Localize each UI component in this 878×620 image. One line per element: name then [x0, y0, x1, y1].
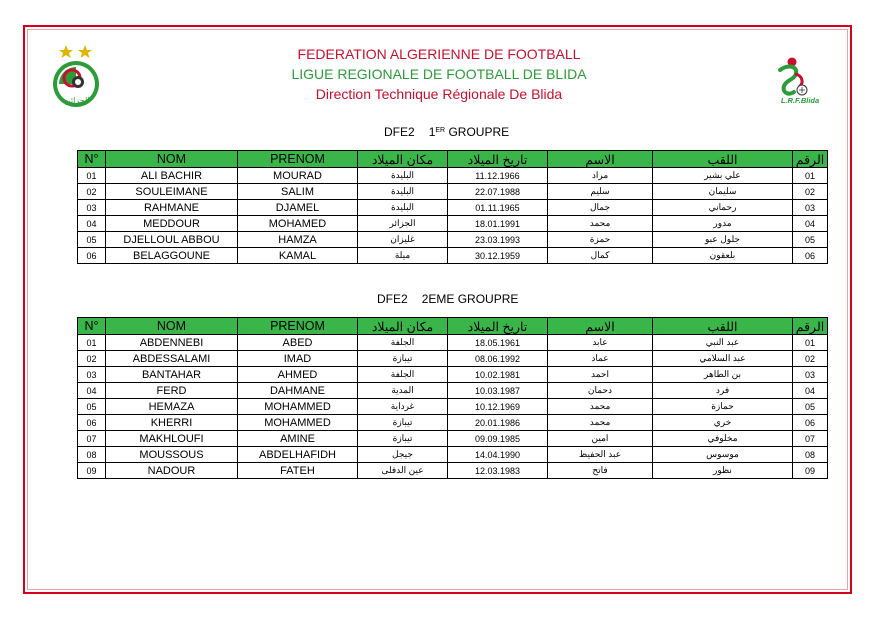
ligue-title: LIGUE REGIONALE DE FOOTBALL DE BLIDA: [291, 66, 587, 82]
group1-table: [77, 150, 828, 264]
cell-prenom: AMINE: [238, 431, 358, 447]
table-row: [78, 184, 828, 200]
cell-nom: HEMAZA: [106, 399, 238, 415]
cell-birthdate: 14.04.1990: [448, 447, 548, 463]
table-row: [78, 335, 828, 351]
cell-nom: BELAGGOUNE: [106, 248, 238, 264]
cell-lastname-ar: مدور: [653, 216, 793, 232]
cell-birthplace-ar: عين الدفلى: [358, 463, 448, 479]
col-header-nom: NOM: [106, 318, 238, 335]
table-header-row: [78, 151, 828, 168]
cell-prenom: MOHAMMED: [238, 399, 358, 415]
cell-birthplace-ar: غليزان: [358, 232, 448, 248]
cell-birthdate: 23.03.1993: [448, 232, 548, 248]
cell-num-ar: 08: [793, 447, 828, 463]
cell-firstname-ar: عماد: [548, 351, 653, 367]
col-header-birthdate-ar: تاريخ الميلاد: [448, 151, 548, 168]
cell-num-ar: 05: [793, 232, 828, 248]
cell-num: 06: [78, 415, 106, 431]
cell-num: 03: [78, 367, 106, 383]
table-row: [78, 367, 828, 383]
cell-lastname-ar: نظور: [653, 463, 793, 479]
cell-num: 05: [78, 232, 106, 248]
group1-title: [384, 125, 509, 139]
table-row: [78, 232, 828, 248]
cell-nom: ABDESSALAMI: [106, 351, 238, 367]
cell-birthdate: 09.09.1985: [448, 431, 548, 447]
cell-nom: KHERRI: [106, 415, 238, 431]
cell-lastname-ar: حمازة: [653, 399, 793, 415]
table-header-row: [78, 318, 828, 335]
cell-num: 03: [78, 200, 106, 216]
table-row: [78, 248, 828, 264]
table-row: [78, 447, 828, 463]
direction-title: Direction Technique Régionale De Blida: [315, 86, 563, 102]
cell-num: 08: [78, 447, 106, 463]
cell-nom: NADOUR: [106, 463, 238, 479]
group2-title-label: 2EME GROUPRE: [421, 292, 519, 306]
cell-num: 04: [78, 383, 106, 399]
col-header-firstname-ar: الاسم: [548, 151, 653, 168]
cell-firstname-ar: كمال: [548, 248, 653, 264]
cell-nom: ABDENNEBI: [106, 335, 238, 351]
cell-prenom: AHMED: [238, 367, 358, 383]
cell-num: 04: [78, 216, 106, 232]
group1-title-code: DFE2: [384, 125, 415, 139]
table-row: [78, 383, 828, 399]
col-header-num: N°: [78, 318, 106, 335]
cell-num-ar: 07: [793, 431, 828, 447]
cell-birthplace-ar: غرداية: [358, 399, 448, 415]
lrf-logo-text: L.R.F.Blida: [780, 96, 820, 105]
cell-prenom: MOHAMMED: [238, 415, 358, 431]
cell-num-ar: 06: [793, 248, 828, 264]
cell-firstname-ar: فاتح: [548, 463, 653, 479]
cell-birthdate: 18.01.1991: [448, 216, 548, 232]
cell-num: 09: [78, 463, 106, 479]
cell-num-ar: 02: [793, 351, 828, 367]
cell-birthdate: 12.03.1983: [448, 463, 548, 479]
federation-title: FEDERATION ALGERIENNE DE FOOTBALL: [297, 46, 581, 62]
cell-birthplace-ar: ميلة: [358, 248, 448, 264]
cell-birthdate: 08.06.1992: [448, 351, 548, 367]
cell-birthdate: 30.12.1959: [448, 248, 548, 264]
cell-birthplace-ar: الجزائر: [358, 216, 448, 232]
cell-birthplace-ar: تيبازة: [358, 415, 448, 431]
faf-logo-text: الجزائر: [66, 96, 90, 105]
cell-num: 06: [78, 248, 106, 264]
cell-lastname-ar: موسوس: [653, 447, 793, 463]
cell-firstname-ar: عبد الحفيظ: [548, 447, 653, 463]
cell-nom: MAKHLOUFI: [106, 431, 238, 447]
table-row: [78, 351, 828, 367]
col-header-birthdate-ar: تاريخ الميلاد: [448, 318, 548, 335]
cell-birthdate: 22.07.1988: [448, 184, 548, 200]
group2-title: [377, 292, 518, 306]
table-row: [78, 168, 828, 184]
cell-num: 01: [78, 335, 106, 351]
cell-lastname-ar: بن الطاهر: [653, 367, 793, 383]
page-border-inner: [27, 29, 848, 590]
cell-firstname-ar: سليم: [548, 184, 653, 200]
col-header-lastname-ar: اللقب: [653, 151, 793, 168]
cell-num-ar: 06: [793, 415, 828, 431]
cell-num: 07: [78, 431, 106, 447]
col-header-prenom: PRENOM: [238, 318, 358, 335]
table-row: [78, 463, 828, 479]
col-header-num-ar: الرقم: [793, 318, 828, 335]
cell-num-ar: 03: [793, 367, 828, 383]
cell-lastname-ar: سليمان: [653, 184, 793, 200]
cell-birthplace-ar: تيبازة: [358, 351, 448, 367]
cell-birthplace-ar: البليدة: [358, 168, 448, 184]
col-header-nom: NOM: [106, 151, 238, 168]
cell-firstname-ar: عابد: [548, 335, 653, 351]
cell-birthdate: 10.02.1981: [448, 367, 548, 383]
cell-birthdate: 20.01.1986: [448, 415, 548, 431]
table-row: [78, 200, 828, 216]
cell-birthdate: 10.12.1969: [448, 399, 548, 415]
cell-lastname-ar: مخلوفي: [653, 431, 793, 447]
cell-birthdate: 10.03.1987: [448, 383, 548, 399]
cell-lastname-ar: رحماني: [653, 200, 793, 216]
cell-firstname-ar: محمد: [548, 399, 653, 415]
cell-birthplace-ar: المدية: [358, 383, 448, 399]
cell-prenom: DJAMEL: [238, 200, 358, 216]
group1-title-label: GROUPRE: [448, 125, 510, 139]
cell-birthplace-ar: جيجل: [358, 447, 448, 463]
cell-firstname-ar: احمد: [548, 367, 653, 383]
cell-lastname-ar: جلول عبو: [653, 232, 793, 248]
cell-lastname-ar: علي بشير: [653, 168, 793, 184]
cell-birthdate: 01.11.1965: [448, 200, 548, 216]
col-header-num-ar: الرقم: [793, 151, 828, 168]
cell-num-ar: 01: [793, 335, 828, 351]
cell-prenom: ABDELHAFIDH: [238, 447, 358, 463]
cell-num: 05: [78, 399, 106, 415]
cell-birthplace-ar: تيبازة: [358, 431, 448, 447]
cell-birthplace-ar: الجلفة: [358, 335, 448, 351]
cell-nom: MOUSSOUS: [106, 447, 238, 463]
cell-prenom: MOHAMED: [238, 216, 358, 232]
cell-num-ar: 05: [793, 399, 828, 415]
cell-nom: DJELLOUL ABBOU: [106, 232, 238, 248]
cell-nom: RAHMANE: [106, 200, 238, 216]
cell-prenom: HAMZA: [238, 232, 358, 248]
cell-nom: BANTAHAR: [106, 367, 238, 383]
cell-lastname-ar: عبد السلامي: [653, 351, 793, 367]
cell-num-ar: 01: [793, 168, 828, 184]
col-header-firstname-ar: الاسم: [548, 318, 653, 335]
cell-firstname-ar: جمال: [548, 200, 653, 216]
col-header-birthplace-ar: مكان الميلاد: [358, 151, 448, 168]
cell-prenom: FATEH: [238, 463, 358, 479]
cell-birthplace-ar: البليدة: [358, 200, 448, 216]
col-header-birthplace-ar: مكان الميلاد: [358, 318, 448, 335]
col-header-num: N°: [78, 151, 106, 168]
cell-prenom: ABED: [238, 335, 358, 351]
cell-firstname-ar: محمد: [548, 216, 653, 232]
cell-nom: MEDDOUR: [106, 216, 238, 232]
cell-nom: SOULEIMANE: [106, 184, 238, 200]
cell-num: 02: [78, 351, 106, 367]
cell-num: 01: [78, 168, 106, 184]
group1-title-num: 1: [428, 125, 436, 139]
group2-table: [77, 317, 828, 479]
cell-nom: FERD: [106, 383, 238, 399]
cell-firstname-ar: حمزة: [548, 232, 653, 248]
table-row: [78, 431, 828, 447]
cell-birthdate: 11.12.1966: [448, 168, 548, 184]
table-row: [78, 399, 828, 415]
table-row: [78, 216, 828, 232]
cell-birthplace-ar: الجلفة: [358, 367, 448, 383]
cell-num-ar: 04: [793, 383, 828, 399]
cell-firstname-ar: امين: [548, 431, 653, 447]
group1-title-sup: ER: [435, 127, 446, 134]
cell-lastname-ar: بلعقون: [653, 248, 793, 264]
cell-firstname-ar: محمد: [548, 415, 653, 431]
cell-prenom: KAMAL: [238, 248, 358, 264]
cell-birthdate: 18.05.1961: [448, 335, 548, 351]
cell-lastname-ar: عبد النبي: [653, 335, 793, 351]
cell-lastname-ar: خري: [653, 415, 793, 431]
cell-prenom: IMAD: [238, 351, 358, 367]
col-header-lastname-ar: اللقب: [653, 318, 793, 335]
cell-num-ar: 09: [793, 463, 828, 479]
group2-title-code: DFE2: [377, 292, 408, 306]
cell-prenom: MOURAD: [238, 168, 358, 184]
cell-num-ar: 03: [793, 200, 828, 216]
cell-firstname-ar: دحمان: [548, 383, 653, 399]
col-header-prenom: PRENOM: [238, 151, 358, 168]
table-row: [78, 415, 828, 431]
cell-birthplace-ar: البليدة: [358, 184, 448, 200]
cell-firstname-ar: مراد: [548, 168, 653, 184]
cell-prenom: SALIM: [238, 184, 358, 200]
cell-lastname-ar: فرد: [653, 383, 793, 399]
cell-nom: ALI BACHIR: [106, 168, 238, 184]
cell-num-ar: 02: [793, 184, 828, 200]
cell-num-ar: 04: [793, 216, 828, 232]
cell-prenom: DAHMANE: [238, 383, 358, 399]
cell-num: 02: [78, 184, 106, 200]
